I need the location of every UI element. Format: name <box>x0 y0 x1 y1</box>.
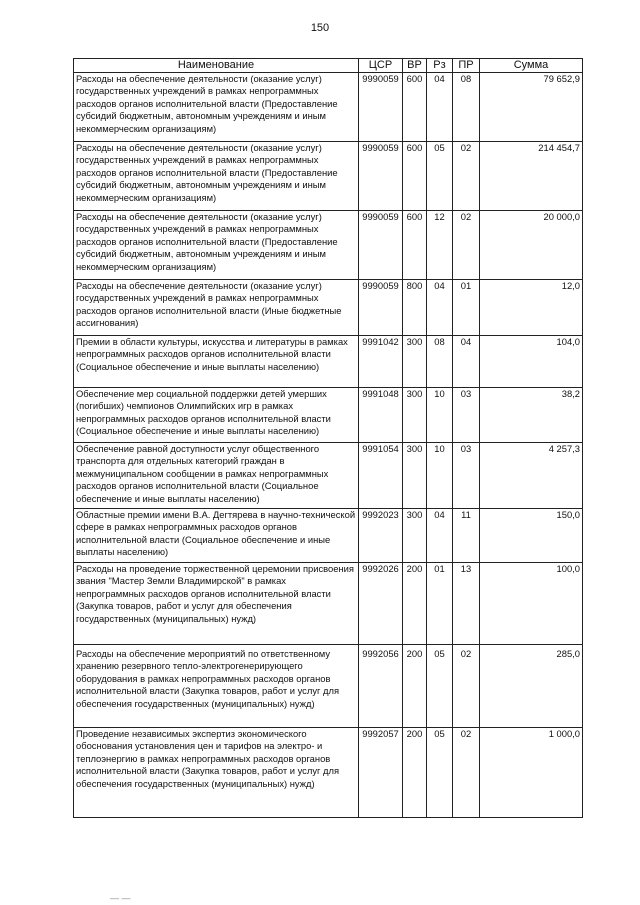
cell-name: Расходы на обеспечение деятельности (оказание услуг) государственных учреждений в рамках непрограммных расходов органов исполнительной власти (Предоставление субсидий бюджетным, автономным учреждениям и иным некоммерческим организациям) <box>74 211 359 280</box>
cell-csr: 9990059 <box>359 280 403 336</box>
cell-rz: 01 <box>427 563 453 645</box>
cell-csr: 9992057 <box>359 728 403 818</box>
cell-vr: 200 <box>403 728 427 818</box>
cell-sum: 100,0 <box>480 563 583 645</box>
cell-sum: 214 454,7 <box>480 142 583 211</box>
cell-csr: 9991042 <box>359 336 403 388</box>
cell-sum: 20 000,0 <box>480 211 583 280</box>
cell-vr: 200 <box>403 645 427 728</box>
cell-name: Проведение независимых экспертиз экономического обоснования установления цен и тарифов на электро- и теплоэнергию в рамках непрограммных расходов органов исполнительной власти (Закупка товаров, работ и услуг для обеспечения государственных (муниципальных) нужд) <box>74 728 359 818</box>
cell-csr: 9990059 <box>359 73 403 142</box>
cell-sum: 104,0 <box>480 336 583 388</box>
cell-pr: 02 <box>453 211 480 280</box>
table-row <box>74 142 583 211</box>
cell-csr: 9991054 <box>359 443 403 509</box>
table-row <box>74 728 583 818</box>
cell-vr: 300 <box>403 443 427 509</box>
cell-pr: 02 <box>453 645 480 728</box>
cell-csr: 9991048 <box>359 388 403 443</box>
cell-vr: 600 <box>403 211 427 280</box>
cell-rz: 05 <box>427 728 453 818</box>
header-sum: Сумма <box>480 59 583 73</box>
cell-name: Областные премии имени В.А. Дегтярева в научно-технической сфере в рамках непрограммных расходов органов исполнительной власти (Социальное обеспечение и иные выплаты населению) <box>74 509 359 563</box>
cell-pr: 11 <box>453 509 480 563</box>
cell-rz: 10 <box>427 388 453 443</box>
table-row <box>74 211 583 280</box>
cell-sum: 79 652,9 <box>480 73 583 142</box>
cell-pr: 02 <box>453 142 480 211</box>
cell-rz: 05 <box>427 142 453 211</box>
cell-csr: 9992023 <box>359 509 403 563</box>
cell-sum: 4 257,3 <box>480 443 583 509</box>
cell-vr: 600 <box>403 142 427 211</box>
page-number: 150 <box>310 22 330 34</box>
cell-csr: 9990059 <box>359 211 403 280</box>
cell-name: Обеспечение мер социальной поддержки детей умерших (погибших) чемпионов Олимпийских игр в рамках непрограммных расходов органов исполнительной власти (Социальное обеспечение и иные выплаты населению) <box>74 388 359 443</box>
cell-pr: 08 <box>453 73 480 142</box>
cell-sum: 38,2 <box>480 388 583 443</box>
header-csr: ЦСР <box>359 59 403 73</box>
cell-csr: 9992056 <box>359 645 403 728</box>
cell-name: Расходы на проведение торжественной церемонии присвоения звания "Мастер Земли Владимирской" в рамках непрограммных расходов органов исполнительной власти (Закупка товаров, работ и услуг для обеспечения государственных (муниципальных) нужд) <box>74 563 359 645</box>
table-header-row <box>74 59 583 73</box>
header-vr: ВР <box>403 59 427 73</box>
header-pr: ПР <box>453 59 480 73</box>
cell-sum: 150,0 <box>480 509 583 563</box>
table-row <box>74 388 583 443</box>
cell-name: Расходы на обеспечение мероприятий по ответственному хранению резервного тепло-электрогенерирующего оборудования в рамках непрограммных расходов органов исполнительной власти (Закупка товаров, работ и услуг для обеспечения государственных (муниципальных) нужд) <box>74 645 359 728</box>
cell-vr: 200 <box>403 563 427 645</box>
cell-name: Премии в области культуры, искусства и литературы в рамках непрограммных расходов органов исполнительной власти (Социальное обеспечение и иные выплаты населению) <box>74 336 359 388</box>
cell-name: Расходы на обеспечение деятельности (оказание услуг) государственных учреждений в рамках непрограммных расходов органов исполнительной власти (Предоставление субсидий бюджетным, автономным учреждениям и иным некоммерческим организациям) <box>74 73 359 142</box>
cell-sum: 12,0 <box>480 280 583 336</box>
budget-table <box>73 58 583 818</box>
table-row <box>74 73 583 142</box>
cell-rz: 04 <box>427 509 453 563</box>
cell-csr: 9990059 <box>359 142 403 211</box>
cell-name: Расходы на обеспечение деятельности (оказание услуг) государственных учреждений в рамках непрограммных расходов органов исполнительной власти (Иные бюджетные ассигнования) <box>74 280 359 336</box>
cell-pr: 04 <box>453 336 480 388</box>
cell-vr: 300 <box>403 336 427 388</box>
table-row <box>74 280 583 336</box>
cell-pr: 03 <box>453 388 480 443</box>
cell-vr: 300 <box>403 388 427 443</box>
cell-name: Обеспечение равной доступности услуг общественного транспорта для отдельных категорий граждан в межмуниципальном сообщении в рамках непрограммных расходов органов исполнительной власти (Социальное обеспечение и иные выплаты населению) <box>74 443 359 509</box>
cell-vr: 800 <box>403 280 427 336</box>
cell-vr: 300 <box>403 509 427 563</box>
table-row <box>74 509 583 563</box>
header-rz: Рз <box>427 59 453 73</box>
header-name: Наименование <box>74 59 359 73</box>
table-row <box>74 645 583 728</box>
cell-rz: 08 <box>427 336 453 388</box>
cell-rz: 04 <box>427 280 453 336</box>
cell-pr: 13 <box>453 563 480 645</box>
cell-sum: 285,0 <box>480 645 583 728</box>
cell-rz: 10 <box>427 443 453 509</box>
cell-pr: 01 <box>453 280 480 336</box>
scan-artifact: — — <box>110 893 131 903</box>
table-row <box>74 443 583 509</box>
cell-rz: 04 <box>427 73 453 142</box>
cell-rz: 12 <box>427 211 453 280</box>
cell-vr: 600 <box>403 73 427 142</box>
cell-pr: 02 <box>453 728 480 818</box>
cell-sum: 1 000,0 <box>480 728 583 818</box>
table-row <box>74 563 583 645</box>
cell-name: Расходы на обеспечение деятельности (оказание услуг) государственных учреждений в рамках непрограммных расходов органов исполнительной власти (Предоставление субсидий бюджетным, автономным учреждениям и иным некоммерческим организациям) <box>74 142 359 211</box>
cell-pr: 03 <box>453 443 480 509</box>
table-row <box>74 336 583 388</box>
cell-rz: 05 <box>427 645 453 728</box>
cell-csr: 9992026 <box>359 563 403 645</box>
